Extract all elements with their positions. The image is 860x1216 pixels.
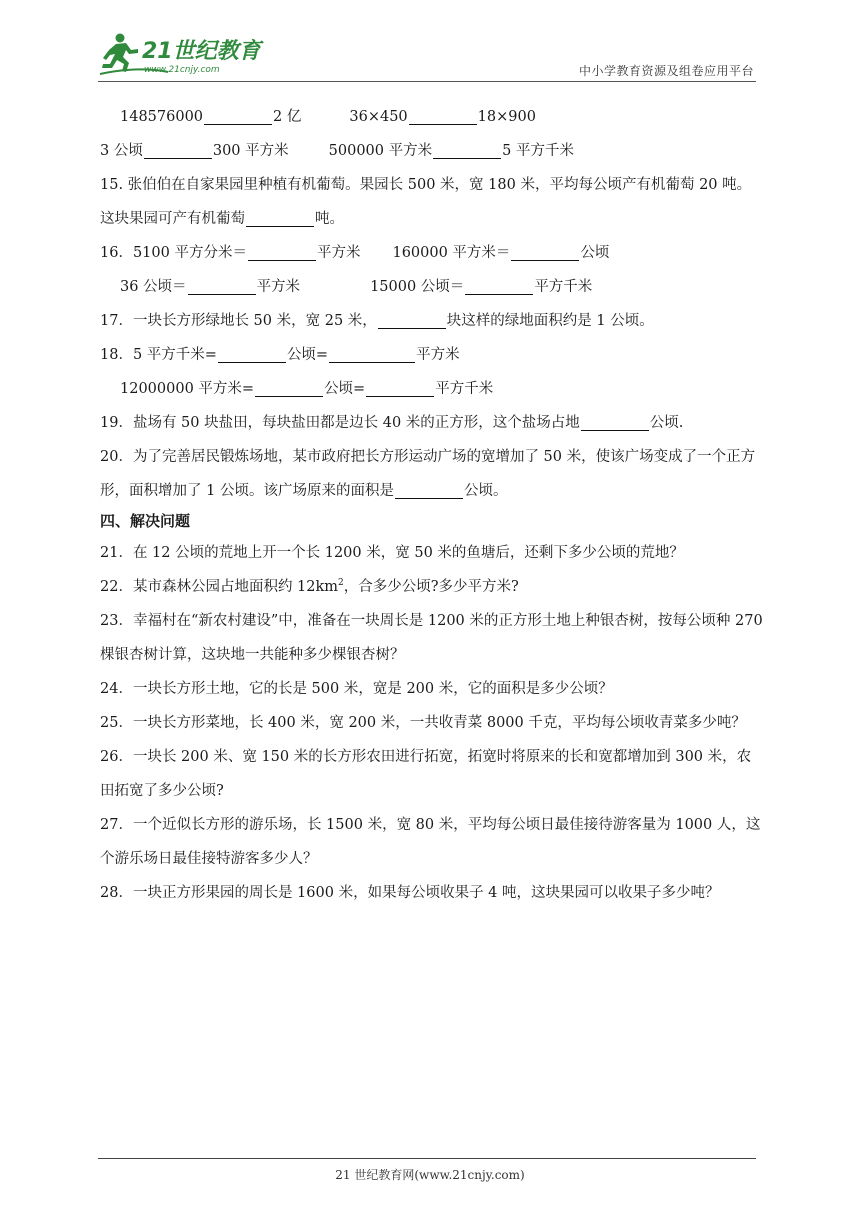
answer-blank[interactable] — [433, 140, 501, 159]
question-20 — [100, 440, 764, 508]
logo-21cnjy — [98, 30, 268, 76]
header-divider — [98, 81, 756, 82]
text: 3 公顷 — [100, 143, 143, 159]
text: 12000000 平方米= — [120, 381, 255, 397]
question-18-row-1 — [100, 338, 764, 372]
text: 18×900 — [477, 109, 536, 125]
answer-blank[interactable] — [511, 242, 579, 261]
answer-blank[interactable] — [366, 378, 434, 397]
text: 36 公顷＝ — [120, 279, 187, 295]
superscript: 2 — [338, 578, 344, 588]
text: 平方米 — [256, 279, 301, 295]
logo-url-text: www.21cnjy.com — [144, 65, 220, 75]
answer-blank[interactable] — [409, 106, 477, 125]
text: 平方千米 — [534, 279, 593, 295]
question-24: 24．一块长方形土地，它的长是 500 米，宽是 200 米，它的面积是多少公顷？ — [100, 681, 613, 697]
footer-divider — [98, 1158, 756, 1159]
logo-main-text: 21世纪教育 — [142, 39, 261, 64]
compare-line-1 — [100, 100, 764, 134]
text: 300 平方米 — [212, 143, 289, 159]
text: ，合多少公顷?多少平方米? — [343, 579, 519, 595]
text: 公顷= — [324, 381, 366, 397]
question-23: 23．幸福村在“新农村建设”中，准备在一块周长是 1200 米的正方形土地上种银杏树，按每公顷种 270 棵银杏树计算，这块地一共能种多少棵银杏树？ — [100, 613, 763, 663]
section-title: 四、解决问题 — [100, 512, 191, 530]
text: 公顷. — [649, 415, 684, 431]
text: 15000 公顷＝ — [370, 279, 465, 295]
text: 5 平方千米 — [502, 143, 574, 159]
text: 22．某市森林公园占地面积约 12km — [100, 579, 339, 595]
question-27: 27．一个近似长方形的游乐场，长 1500 米，宽 80 米，平均每公顷日最佳接待游客量为 1000 人，这个游乐场日最佳接特游客多少人？ — [100, 817, 761, 867]
answer-blank[interactable] — [246, 208, 314, 227]
text: 块这样的绿地面积约是 1 公顷。 — [446, 313, 654, 329]
text: 18．5 平方千米= — [100, 347, 217, 363]
question-16-row-2 — [100, 270, 764, 304]
text: 平方千米 — [435, 381, 494, 397]
answer-blank[interactable] — [248, 242, 316, 261]
text: 公顷= — [286, 347, 329, 363]
platform-name: 中小学教育资源及组卷应用平台 — [578, 64, 754, 78]
text: 20．为了完善居民锻炼场地，某市政府把长方形运动广场的宽增加了 50 米，使该广场变成了一个正方形，面积增加了 1 公顷。该广场原来的面积是 — [100, 449, 756, 499]
question-26: 26．一块长 200 米、宽 150 米的长方形农田进行拓宽，拓宽时将原来的长和宽都增加到 300 米，农田拓宽了多少公顷? — [100, 749, 752, 799]
answer-blank[interactable] — [255, 378, 323, 397]
text: 16．5100 平方分米＝ — [100, 245, 247, 261]
question-19 — [100, 406, 764, 440]
text: 500000 平方米 — [328, 143, 433, 159]
answer-blank[interactable] — [329, 344, 415, 363]
question-22 — [100, 570, 764, 604]
question-15 — [100, 168, 764, 236]
text: 公顷 — [580, 245, 610, 261]
text: 平方米 — [416, 347, 460, 363]
question-content — [100, 100, 764, 910]
answer-blank[interactable] — [144, 140, 212, 159]
text: 19．盐场有 50 块盐田，每块盐田都是边长 40 米的正方形，这个盐场占地 — [100, 415, 580, 431]
text: 160000 平方米＝ — [392, 245, 511, 261]
compare-line-2 — [100, 134, 764, 168]
text: 148576000 — [120, 109, 204, 125]
question-17 — [100, 304, 764, 338]
text: 36×450 — [349, 109, 408, 125]
answer-blank[interactable] — [204, 106, 272, 125]
text: 15. 张伯伯在自家果园里种植有机葡萄。果园长 500 米，宽 180 米，平均每公顷产有机葡萄 20 吨。 这块果园可产有机葡萄 — [100, 177, 752, 227]
answer-blank[interactable] — [395, 480, 463, 499]
question-25: 25．一块长方形菜地，长 400 米，宽 200 米，一共收青菜 8000 千克，平均每公顷收青菜多少吨？ — [100, 715, 746, 731]
page-header — [98, 30, 756, 78]
answer-blank[interactable] — [378, 310, 446, 329]
question-18-row-2 — [100, 372, 764, 406]
page-footer: 21 世纪教育网(www.21cnjy.com) — [335, 1168, 525, 1182]
answer-blank[interactable] — [465, 276, 533, 295]
answer-blank[interactable] — [581, 412, 649, 431]
text: 公顷。 — [463, 483, 508, 499]
text: 2 亿 — [273, 109, 302, 125]
text: 吨。 — [315, 211, 344, 227]
answer-blank[interactable] — [188, 276, 256, 295]
text: 平方米 — [316, 245, 361, 261]
runner-icon — [102, 34, 138, 73]
answer-blank[interactable] — [218, 344, 286, 363]
question-21: 21．在 12 公顷的荒地上开一个长 1200 米，宽 50 米的鱼塘后，还剩下多少公顷的荒地？ — [100, 545, 684, 561]
text: 17．一块长方形绿地长 50 米，宽 25 米， — [100, 313, 377, 329]
question-16-row-1 — [100, 236, 764, 270]
question-28: 28．一块正方形果园的周长是 1600 米，如果每公顷收果子 4 吨，这块果园可以收果子多少吨？ — [100, 885, 720, 901]
